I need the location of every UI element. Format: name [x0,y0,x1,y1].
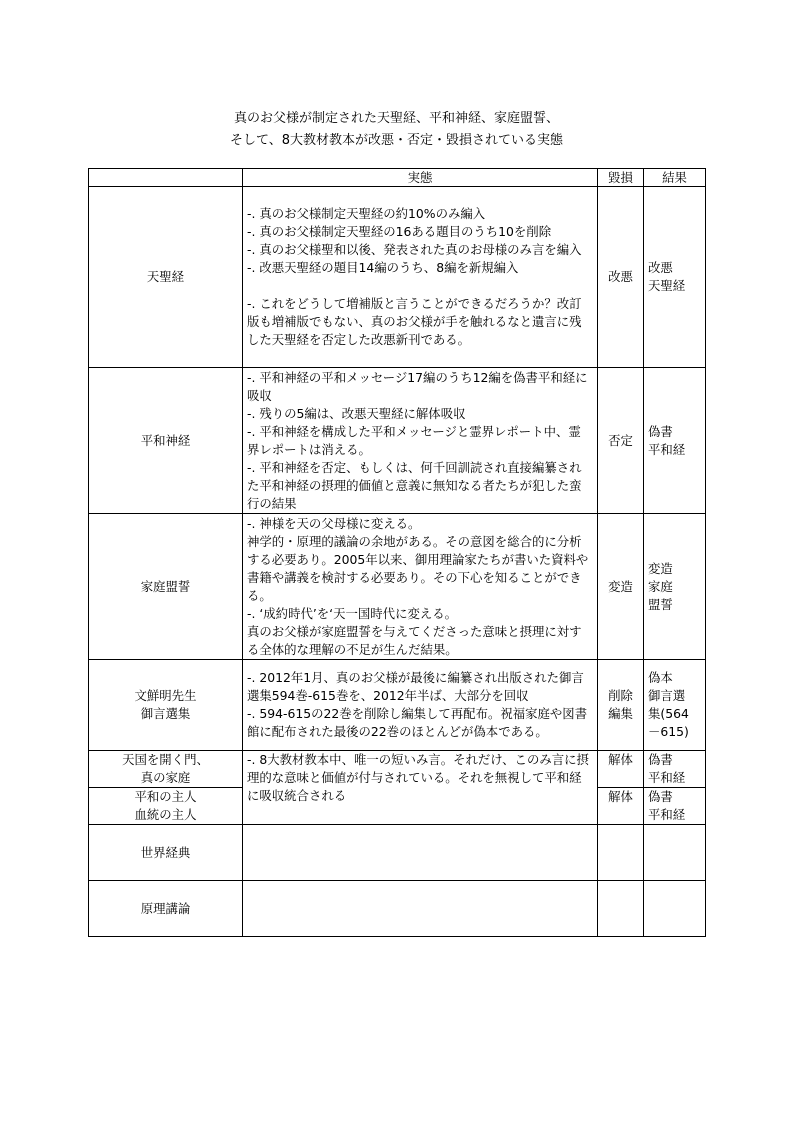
row-name-cell [89,825,243,881]
result-text: 集(564 [648,706,689,721]
row-result-cell [644,788,706,825]
row-name: 家庭盟誓 [140,578,191,594]
row-desc-cell [243,825,598,881]
desc-line: -. 8大教材教本中、唯一の短いみ言。それだけ、このみ言に摂理的な意味と価値が付与されている。それを無視して平和経に吸収統合される [247,752,589,803]
damage-text: 削除 [608,688,633,703]
row-damage-cell [598,368,644,514]
desc-line: -. 平和神経の平和メッセージ17編のうち12編を偽書平和経に吸収 [247,369,588,403]
title-line-2: そして、8大教材教本が改悪・否定・毀損されている実態 [229,133,563,148]
row-name: 天国を開く門、 [122,752,209,767]
table-row [89,368,706,514]
row-desc-cell [243,514,598,660]
desc-line: -. 真のお父様制定天聖経の16ある題目のうち10を削除 [247,224,552,239]
damage-text: 解体 [608,789,633,804]
header-result: 結果 [644,169,706,187]
row-damage-cell [598,788,644,825]
row-result-cell [644,514,706,660]
desc-line: 神学的・原理的議論の余地がある。その意図を総合的に分析する必要あり。2005年以来、御用理論家たちが書いた資料や書籍や講義を検討する必要あり。その下心を知ることができる。 [247,533,589,603]
row-result-cell [644,187,706,368]
row-name: 文鮮明先生 [134,688,197,703]
result-text: 偽書 [648,789,673,804]
result-text: 偽書 [648,752,673,767]
status-table [88,168,706,937]
result-text: 変造 [648,560,673,576]
row-damage-cell [598,514,644,660]
damage-text: 変造 [608,578,633,594]
desc-spacer [247,277,593,295]
result-text: 平和経 [648,441,686,457]
row-result-cell [644,881,706,937]
header-row [89,169,706,187]
table-row [89,187,706,368]
row-name-cell [89,751,243,788]
row-name: 血統の主人 [134,807,197,822]
result-text: 天聖経 [648,278,686,293]
desc-line: -. 平和神経を否定、もしくは、何千回訓読され直接編纂された平和神経の摂理的価値と意義に無知なる者たちが犯した蛮行の結果 [247,459,582,511]
header-blank [89,169,243,187]
row-name-cell [89,660,243,751]
row-damage-cell [598,751,644,788]
table-row [89,881,706,937]
row-desc-cell [243,660,598,751]
row-damage-cell [598,187,644,368]
row-desc-cell [243,751,598,825]
row-name: 天聖経 [146,269,185,284]
result-text: 平和経 [648,770,686,785]
table-row [89,825,706,881]
row-result-cell [644,751,706,788]
desc-line: -. 神様を天の父母様に変える。 [247,515,421,531]
result-text: －615) [648,724,689,739]
row-damage-cell [598,660,644,751]
desc-line: -. 平和神経を構成した平和メッセージと霊界レポート中、霊界レポートは消える。 [247,423,581,457]
title-line-1: 真のお父様が制定された天聖経、平和神経、家庭盟誓、 [233,111,559,126]
desc-line: -. 真のお父様制定天聖経の約10%のみ編入 [247,206,486,221]
row-name: 平和の主人 [134,789,197,804]
document-title [0,108,793,152]
damage-text: 解体 [608,752,633,767]
row-damage-cell [598,881,644,937]
header-status: 実態 [243,169,598,187]
result-text: 平和経 [648,807,686,822]
row-name: 真の家庭 [140,770,191,785]
result-text: 家庭 [648,578,673,594]
row-desc-cell [243,881,598,937]
result-text: 改悪 [648,260,673,275]
damage-text: 否定 [608,432,633,448]
damage-text: 改悪 [608,269,633,284]
row-name: 世界経典 [140,844,191,860]
row-name-cell [89,187,243,368]
table-row [89,660,706,751]
desc-line: -. 改悪天聖経の題目14編のうち、8編を新規編入 [247,260,519,275]
desc-line: 真のお父様が家庭盟誓を与えてくださった意味と摂理に対する全体的な理解の不足が生んだ結果。 [247,623,582,657]
desc-line: -. 真のお父様聖和以後、発表された真のお母様のみ言を編入 [247,242,582,257]
desc-line: -. 残りの5編は、改悪天聖経に解体吸収 [247,405,466,421]
row-name-cell [89,881,243,937]
row-result-cell [644,825,706,881]
desc-line: -. 2012年1月、真のお父様が最後に編纂され出版された御言選集594巻-615巻を、2012年半ば、大部分を回収 [247,670,584,703]
result-text: 御言選 [648,688,686,703]
desc-line: -. これをどうして増補版と言うことができるだろうか？改訂版も増補版でもない、真のお父様が手を触れるなと遺言に残した天聖経を否定した改悪新刊である。 [247,296,582,347]
row-name: 御言選集 [140,706,191,721]
damage-text: 編集 [608,706,633,721]
result-text: 盟誓 [648,596,673,612]
result-text: 偽書 [648,423,673,439]
result-text: 偽本 [648,670,673,685]
row-result-cell [644,660,706,751]
row-result-cell [644,368,706,514]
table-row [89,514,706,660]
row-name: 平和神経 [140,432,191,448]
row-desc-cell [243,368,598,514]
table-row [89,751,706,788]
row-name-cell [89,514,243,660]
row-name-cell [89,788,243,825]
row-name: 原理講論 [140,900,191,916]
header-damage: 毀損 [598,169,644,187]
desc-line: -. ‘成約時代’を‘天一国時代に変える。 [247,605,458,621]
row-name-cell [89,368,243,514]
desc-line: -. 594-615の22巻を削除し編集して再配布。祝福家庭や図書館に配布された最後の22巻のほとんどが偽本である。 [247,706,588,739]
row-desc-cell [243,187,598,368]
row-damage-cell [598,825,644,881]
